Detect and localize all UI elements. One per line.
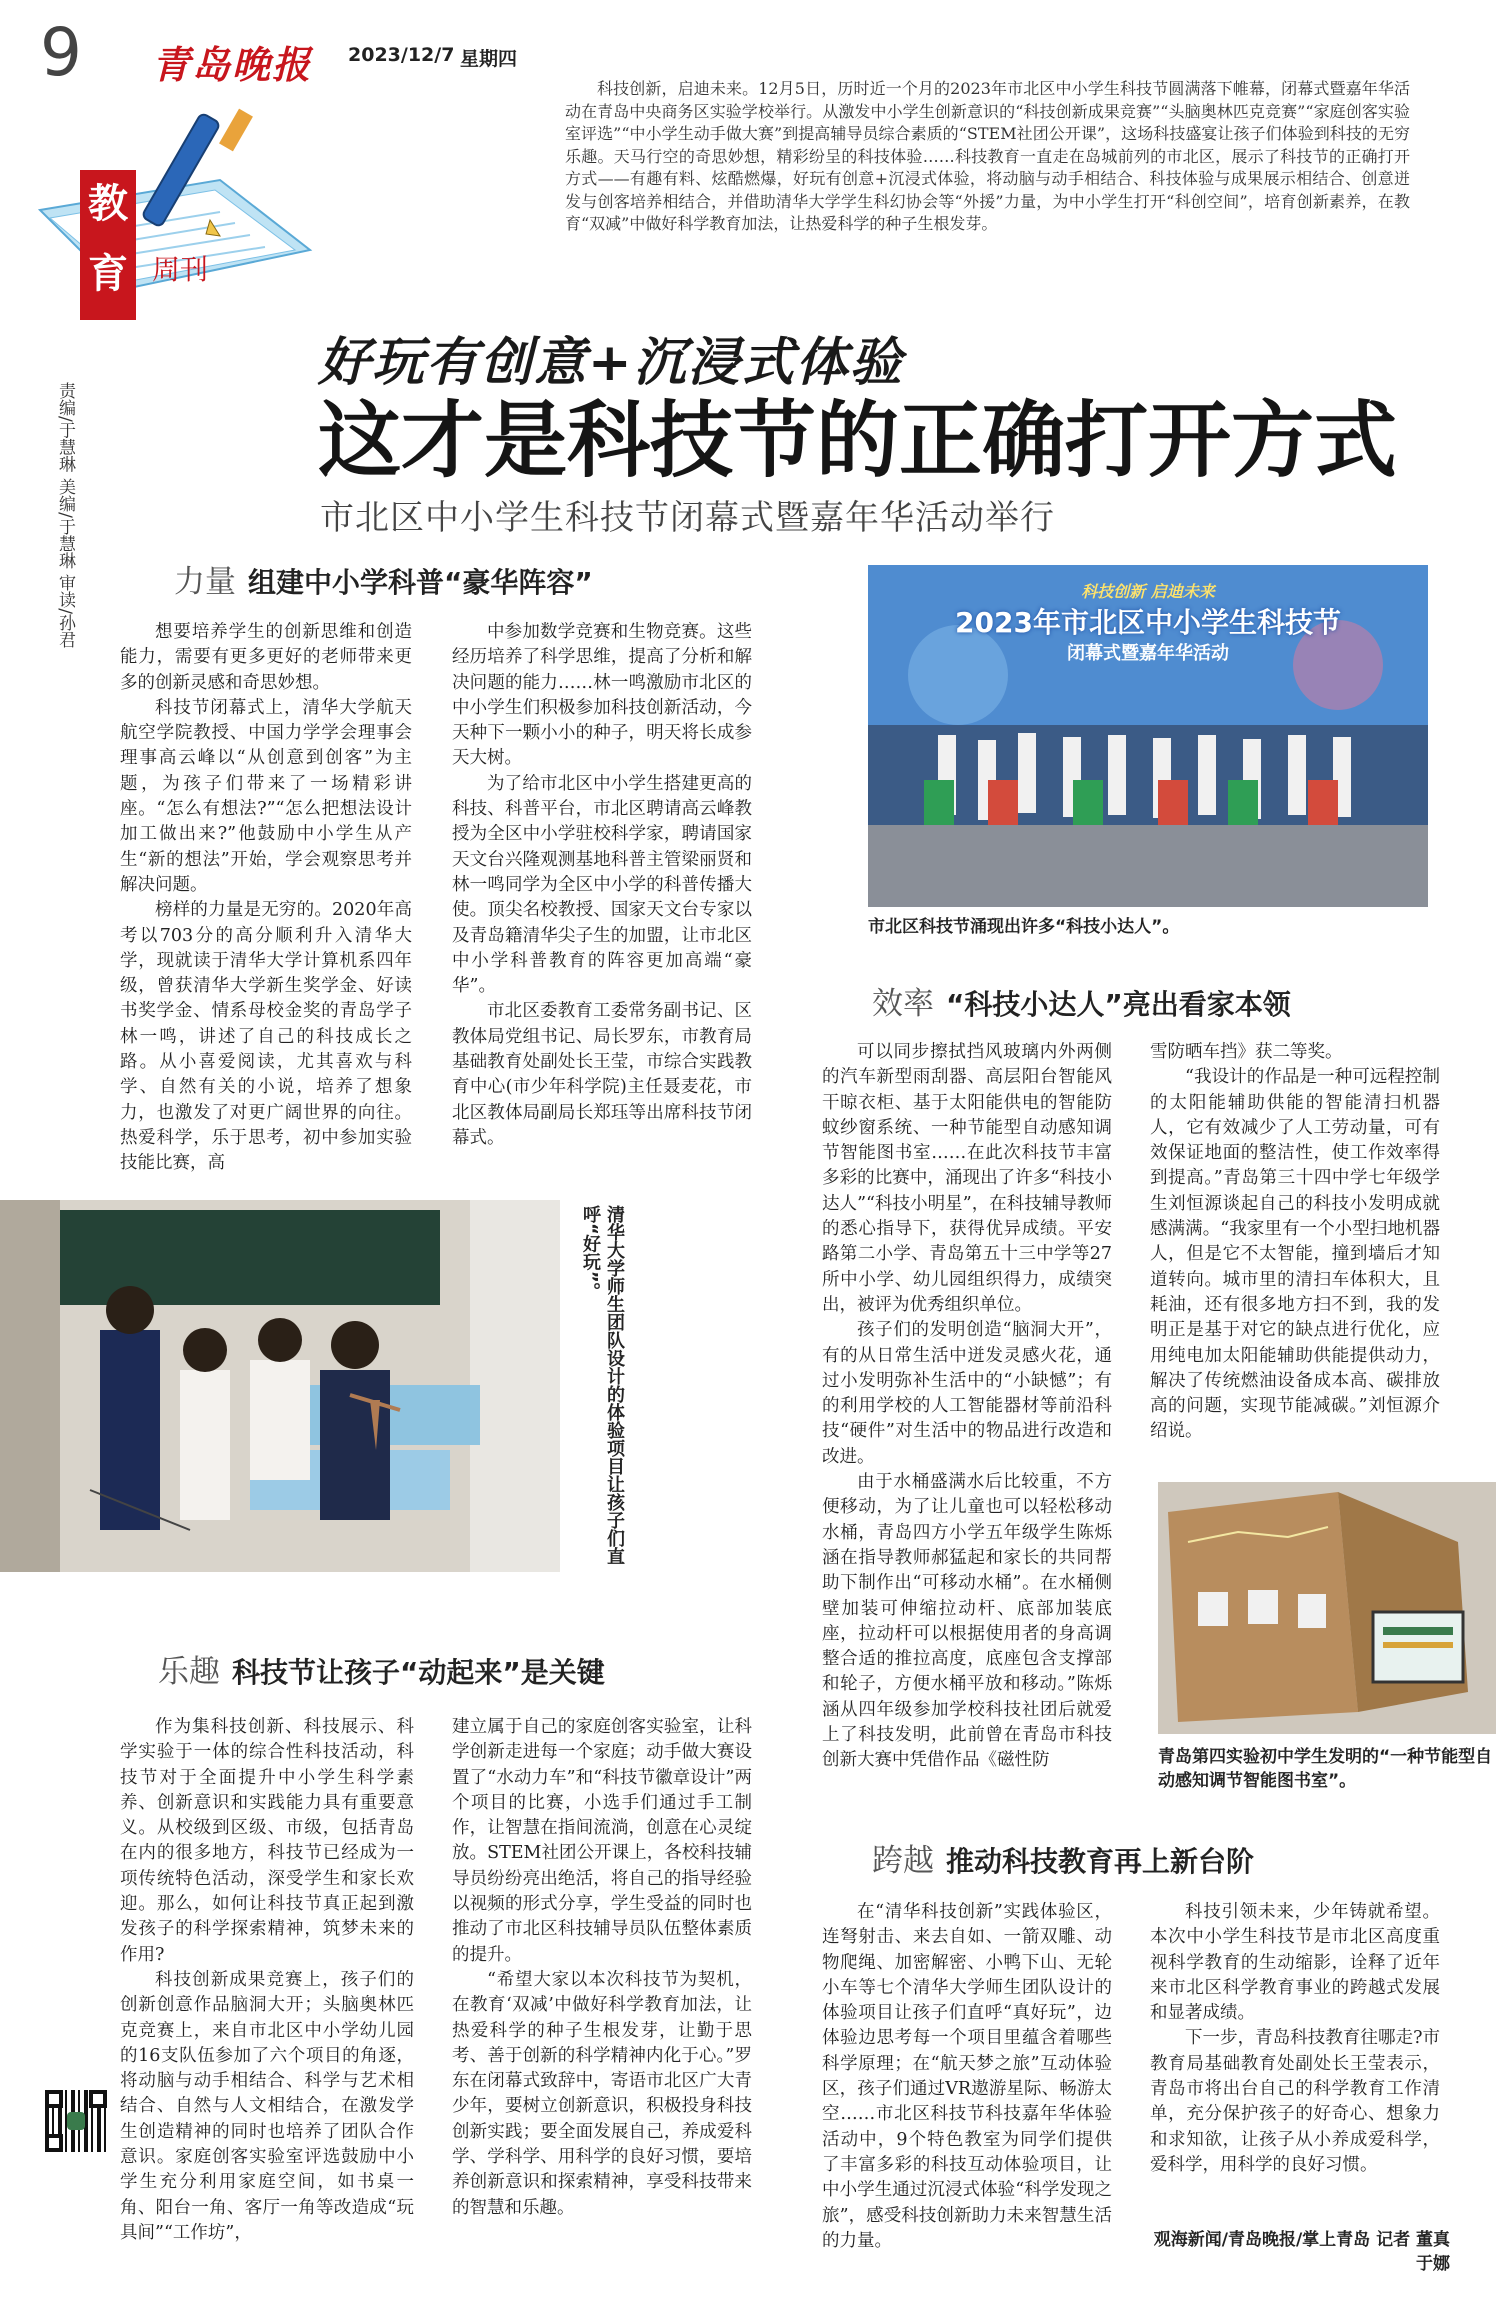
paragraph: 作为集科技创新、科技展示、科学实验于一体的综合性科技活动，科技节对于全面提升中小学生科学素养、创新意识和实践能力具有重要意义。从校级到区级、市级，包括青岛在内的很多地方，科技节已经成为一项传统特色活动，深受学生和家长欢迎。那么，如何让科技节真正起到激发孩子的科学探索精神，筑梦未来的作用? [120,1717,414,1965]
section-keyword: 乐趣 [158,1654,220,1690]
issue-weekday: 星期四 [460,48,518,70]
section-efficiency-head [872,978,1291,1023]
paragraph: 雪防晒车挡》获二等奖。 [1150,1042,1343,1062]
classroom-photo [0,1200,560,1572]
section-keyword: 跨越 [872,1843,934,1879]
paragraph: 建立属于自己的家庭创客实验室，让科学创新走进每一个家庭；动手做大赛设置了“水动力车”和“科技节徽章设计”两个项目的比赛，小选手们通过手工制作，让智慧在指间流淌，创意在心灵绽放。STEM社团公开课上，各校科技辅导员纷纷亮出绝活，将自己的指导经验以视频的形式分享，学生受益的同时也推动了市北区科技辅导员队伍整体素质的提升。 [452,1717,752,1965]
paragraph: “希望大家以本次科技节为契机，在教育‘双减’中做好科学教育加法，让热爱科学的种子生根发芽，让勤于思考、善于创新的科学精神内化于心。”罗东在闭幕式致辞中，寄语市北区广大青少年，要树立创新意识，积极投身科技创新实践；要全面发展自己，养成爱科学、学科学、用科学的良好习惯，要培养创新意识和探索精神，享受科技带来的智慧和乐趣。 [452,1969,752,2218]
paragraph: 科技创新成果竞赛上，孩子们的创新创意作品脑洞大开；头脑奥林匹克竞赛上，来自市北区中小学幼儿园的16支队伍参加了六个项目的角逐，将动脑与动手相结合、科学与艺术相结合、自然与人文相结合，在激发学生创造精神的同时也培养了团队合作意识。家庭创客实验室评选鼓励中小学生充分利用家庭空间，如书桌一角、阳台一角、客厅一角等改造成“玩具间”“工作坊”， [120,1969,414,2243]
library-model-photo [1158,1482,1496,1734]
headline-kicker: 好玩有创意+沉浸式体验 [318,333,904,393]
section-leap-col1 [822,1900,1112,2254]
paragraph: 下一步，青岛科技教育往哪走?市教育局基础教育处副处长王莹表示，青岛市将出台自己的科学教育工作清单，充分保护孩子的好奇心、想象力和求知欲，让孩子从小养成爱科学，爱科学，用科学的良好习惯。 [1150,2028,1440,2175]
paragraph: 由于水桶盛满水后比较重，不方便移动，为了让儿童也可以轻松移动水桶，青岛四方小学五年级学生陈烁涵在指导教师郝猛起和家长的共同帮助下制作出“可移动水桶”。在水桶侧壁加装可伸缩拉动杆、底部加装底座，拉动杆可以根据使用者的身高调整合适的推拉高度，底座包含支撑部和轮子，方便水桶平放和移动。”陈烁涵从四年级参加学校科技社团后就爱上了科技发明，此前曾在青岛市科技创新大赛中凭借作品《磁性防 [822,1472,1112,1771]
section-power-col1 [120,620,412,1177]
banner-line1: 科技创新 启迪未来 [1081,582,1215,601]
section-keyword: 力量 [174,564,236,600]
section-title: 推动科技教育再上新台阶 [946,1845,1255,1878]
paragraph: “我设计的作品是一种可远程控制的太阳能辅助供能的智能清扫机器人，它有效减少了人工劳动量，可有效保证地面的整洁性，使工作效率得到提高。”青岛第三十四中学七年级学生刘恒源谈起自己的科技小发明成就感满满。“我家里有一个小型扫地机器人，但是它不太智能，撞到墙后才知道转向。城市里的清扫车体积大，且耗油，还有很多地方扫不到，我的发明正是基于对它的缺点进行优化，应用纯电加太阳能辅助供能提供动力，解决了传统燃油设备成本高、碳排放高的问题，实现节能减碳。”刘恒源介绍说。 [1150,1067,1440,1442]
section-title: 组建中小学科普“豪华阵容” [248,566,593,599]
section-power-head [174,556,593,601]
lead-paragraph: 科技创新，启迪未来。12月5日，历时近一个月的2023年市北区中小学生科技节圆满落下帷幕，闭幕式暨嘉年华活动在青岛中央商务区实验学校举行。从激发中小学生创新意识的“科技创新成果竞赛”“头脑奥林匹克竞赛”“家庭创客实验室评选”“中小学生动手做大赛”到提高辅导员综合素质的“STEM社团公开课”，这场科技盛宴让孩子们体验到科技的无穷乐趣。天马行空的奇思妙想，精彩纷呈的科技体验……科技教育一直走在岛城前列的市北区，展示了科技节的正确打开方式——有趣有料、炫酷燃爆，好玩有创意+沉浸式体验，将动脑与动手相结合、科技体验与成果展示相结合、创意迸发与创客培养相结合，并借助清华大学学生科幻协会等“外援”力量，为中小学生打开“科创空间”，培育创新素养，在教育“双减”中做好科学教育加法，让热爱科学的种子生根发芽。 [565,79,1410,233]
banner-line3: 闭幕式暨嘉年华活动 [1067,643,1229,664]
editors-credit: 责编/于慧琳 美编/于慧琳 审读/孙君 [55,382,75,648]
banner-line2: 2023年市北区中小学生科技节 [955,606,1341,639]
emblem-char-yu: 育 [88,251,128,297]
emblem-char-jiao: 教 [88,181,128,227]
section-fun-head [158,1646,605,1691]
section-power-col2 [452,620,752,1151]
section-leap-head [872,1835,1254,1880]
paragraph: 中参加数学竞赛和生物竞赛。这些经历培养了科学思维，提高了分析和解决问题的能力……林一鸣激励市北区的中小学生们积极参加科技创新活动，今天种下一颗小小的种子，明天将长成参天大树。 [452,622,752,769]
section-fun-col1 [120,1715,414,2246]
stage-photo [868,565,1428,907]
classroom-photo-art [0,1200,560,1572]
library-model-caption: 青岛第四实验初中学生发明的“一种节能型自动感知调节智能图书室”。 [1158,1747,1493,1791]
section-efficiency-col2 [1150,1040,1440,1445]
issue-date: 2023/12/7 [348,44,455,66]
section-leap-col2 [1150,1900,1440,2178]
section-title: 科技节让孩子“动起来”是关键 [232,1656,605,1689]
notebook-pen-illustration [20,100,350,360]
paragraph: 榜样的力量是无穷的。2020年高考以703分的高分顺利升入清华大学，现就读于清华大学计算机系四年级，曾获清华大学新生奖学金、好读书奖学金、情系母校金奖的青岛学子林一鸣，讲述了自己的科技成长之路。从小喜爱阅读，尤其喜欢与科学、自然有关的小说，培养了想象力，也激发了对更广阔世界的向往。热爱科学，乐于思考，初中参加实验技能比赛，高 [120,900,412,1174]
headline-sub: 市北区中小学生科技节闭幕式暨嘉年华活动举行 [320,498,1055,538]
classroom-photo-caption: 清华大学师生团队设计的体验项目让孩子们直呼“好玩”。 [580,1205,625,1565]
section-title: “科技小达人”亮出看家本领 [946,988,1291,1021]
emblem-weekly: 周刊 [152,253,209,286]
paragraph: 市北区委教育工委常务副书记、区教体局党组书记、局长罗东，市教育局基础教育处副处长王莹，市综合实践教育中心(市少年科学院)主任聂麦花，市北区教体局副局长郑珏等出席科技节闭幕式。 [452,1001,752,1148]
section-keyword: 效率 [872,986,934,1022]
paragraph: 为了给市北区中小学生搭建更高的科技、科普平台，市北区聘请高云峰教授为全区中小学驻校科学家，聘请国家天文台兴隆观测基地科普主管梁丽贤和林一鸣同学为全区中小学的科普传播大使。顶尖名校教授、国家天文台专家以及青岛籍清华尖子生的加盟，让市北区中小学科普教育的阵容更加高端“豪华”。 [452,773,752,997]
page-number: 9 [40,14,82,91]
section-emblem [20,100,350,360]
paragraph: 在“清华科技创新”实践体验区，连弩射击、来去自如、一箭双雕、动物爬绳、加密解密、小鸭下山、无轮小车等七个清华大学师生团队设计的体验项目让孩子们直呼“真好玩”，边体验边思考每一个项目里蕴含着哪些科学原理；在“航天梦之旅”互动体验区，孩子们通过VR遨游星际、畅游太空……市北区科技节科技嘉年华体验活动中，9个特色教室为同学们提供了丰富多彩的科技互动体验项目，让中小学生通过沉浸式体验“科学发现之旅”，感受科技创新助力未来智慧生活的力量。 [822,1902,1112,2251]
paragraph: 想要培养学生的创新思维和创造能力，需要有更多更好的老师带来更多的创新灵感和奇思妙想。 [120,622,412,693]
stage-photo-caption: 市北区科技节涌现出许多“科技小达人”。 [868,917,1180,937]
byline: 观海新闻/青岛晚报/掌上青岛 记者 董真 于娜 [1153,2230,1450,2274]
headline-main: 这才是科技节的正确打开方式 [318,392,1397,489]
library-model-photo-art [1158,1482,1496,1734]
paper-name: 青岛晚报 [152,42,313,87]
paragraph: 科技节闭幕式上，清华大学航天航空学院教授、中国力学学会理事会理事高云峰以“从创意到创客”为主题，为孩子们带来了一场精彩讲座。“怎么有想法?”“怎么把想法设计加工做出来?”他鼓励中小学生从产生“新的想法”开始，学会观察思考并解决问题。 [120,697,412,895]
paragraph: 可以同步擦拭挡风玻璃内外两侧的汽车新型雨刮器、高层阳台智能风干晾衣柜、基于太阳能供电的智能防蚊纱窗系统、一种节能型自动感知调节智能图书室……在此次科技节丰富多彩的比赛中，涌现出了许多“科技小达人”“科技小明星”，在科技辅导教师的悉心指导下，获得优异成绩。平安路第二小学、青岛第五十三中学等27所中小学、幼儿园组织得力，成绩突出，被评为优秀组织单位。 [822,1042,1112,1315]
qr-code [45,2090,107,2152]
paragraph: 科技引领未来，少年铸就希望。本次中小学生科技节是市北区高度重视科学教育的生动缩影，诠释了近年来市北区科学教育事业的跨越式发展和显著成绩。 [1150,1902,1440,2024]
section-fun-col2 [452,1715,752,2221]
paragraph: 孩子们的发明创造“脑洞大开”，有的从日常生活中迸发灵感火花，通过小发明弥补生活中的“小缺憾”；有的利用学校的人工智能器材等前沿科技“硬件”对生活中的物品进行改造和改进。 [822,1320,1112,1467]
section-efficiency-col1 [822,1040,1112,1774]
